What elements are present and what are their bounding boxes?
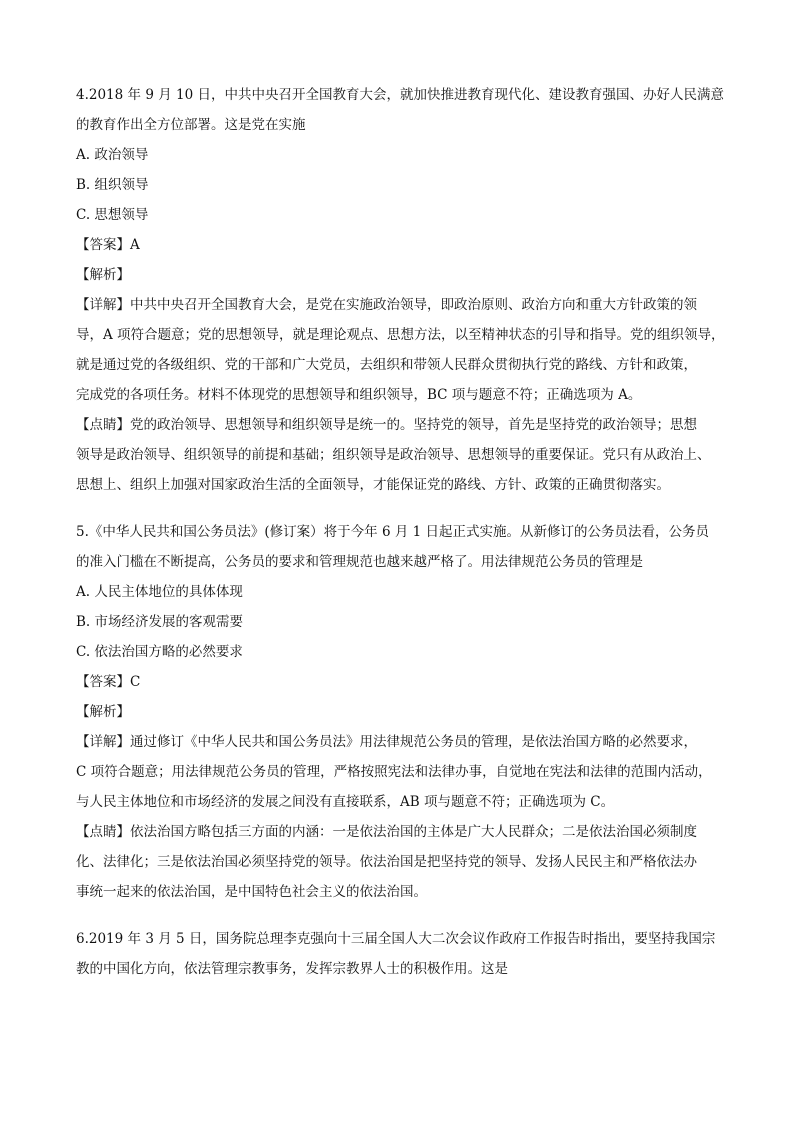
detail-line: 就是通过党的各级组织、党的干部和广大党员，去组织和带领人民群众贯彻执行党的路线、方针和政策，: [76, 357, 697, 373]
analysis-heading: 【解析】: [76, 267, 130, 283]
question-spacer: [76, 907, 726, 924]
option-b: B. 市场经济发展的客观需要: [76, 614, 244, 630]
answer-line: 【答案】A: [76, 237, 140, 253]
document-page: [76, 80, 726, 984]
comment-line: 【点睛】依法治国方略包括三方面的内涵：一是依法治国的主体是广大人民群众；二是依法治国必须制度: [76, 824, 697, 840]
option-c: C. 依法治国方略的必然要求: [76, 644, 243, 660]
detail-line: 导，A 项符合题意；党的思想领导，就是理论观点、思想方法，以至精神状态的引导和指导。党的组织领导，: [76, 327, 725, 343]
comment-line: 事统一起来的依法治国，是中国特色社会主义的依法治国。: [76, 884, 427, 900]
option-a: A. 人民主体地位的具体体现: [76, 584, 243, 600]
option-a: A. 政治领导: [76, 147, 149, 163]
question-5: [76, 517, 726, 907]
comment-line: 【点睛】党的政治领导、思想领导和组织领导是统一的。坚持党的领导，首先是坚持党的政治领导；思想: [76, 417, 697, 433]
question-stem-line: 6.2019 年 3 月 5 日，国务院总理李克强向十三届全国人大二次会议作政府工作报告时指出，要坚持我国宗: [76, 931, 716, 947]
option-b: B. 组织领导: [76, 177, 149, 193]
answer-line: 【答案】C: [76, 674, 141, 690]
comment-line: 思想上、组织上加强对国家政治生活的全面领导，才能保证党的路线、方针、政策的正确贯彻落实。: [76, 477, 670, 493]
detail-line: 【详解】通过修订《中华人民共和国公务员法》用法律规范公务员的管理，是依法治国方略的必然要求，: [76, 734, 697, 750]
comment-line: 化、法律化；三是依法治国必须坚持党的领导。依法治国是把坚持党的领导、发扬人民民主和严格依法办: [76, 854, 697, 870]
question-6: [76, 924, 726, 984]
question-stem-line: 的教育作出全方位部署。这是党在实施: [76, 117, 306, 133]
question-stem-line: 教的中国化方向，依法管理宗教事务，发挥宗教界人士的积极作用。这是: [76, 961, 508, 977]
question-stem-line: 的准入门槛在不断提高，公务员的要求和管理规范也越来越严格了。用法律规范公务员的管理是: [76, 554, 643, 570]
analysis-heading: 【解析】: [76, 704, 130, 720]
question-4: [76, 80, 726, 500]
question-stem-line: 4.2018 年 9 月 10 日，中共中央召开全国教育大会，就加快推进教育现代化、建设教育强国、办好人民满意: [76, 87, 724, 103]
option-c: C. 思想领导: [76, 207, 149, 223]
comment-line: 领导是政治领导、组织领导的前提和基础；组织领导是政治领导、思想领导的重要保证。党只有从政治上、: [76, 447, 711, 463]
detail-line: 完成党的各项任务。材料不体现党的思想领导和组织领导，BC 项与题意不符；正确选项为 A。: [76, 387, 642, 403]
question-spacer: [76, 500, 726, 517]
detail-line: 与人民主体地位和市场经济的发展之间没有直接联系，AB 项与题意不符；正确选项为 C。: [76, 794, 615, 810]
detail-line: C 项符合题意；用法律规范公务员的管理，严格按照宪法和法律办事，自觉地在宪法和法律的范围内活动，: [76, 764, 712, 780]
detail-line: 【详解】中共中央召开全国教育大会，是党在实施政治领导，即政治原则、政治方向和重大方针政策的领: [76, 297, 697, 313]
question-stem-line: 5.《中华人民共和国公务员法》(修订案）将于今年 6 月 1 日起正式实施。从新修订的公务员法看，公务员: [76, 524, 709, 540]
